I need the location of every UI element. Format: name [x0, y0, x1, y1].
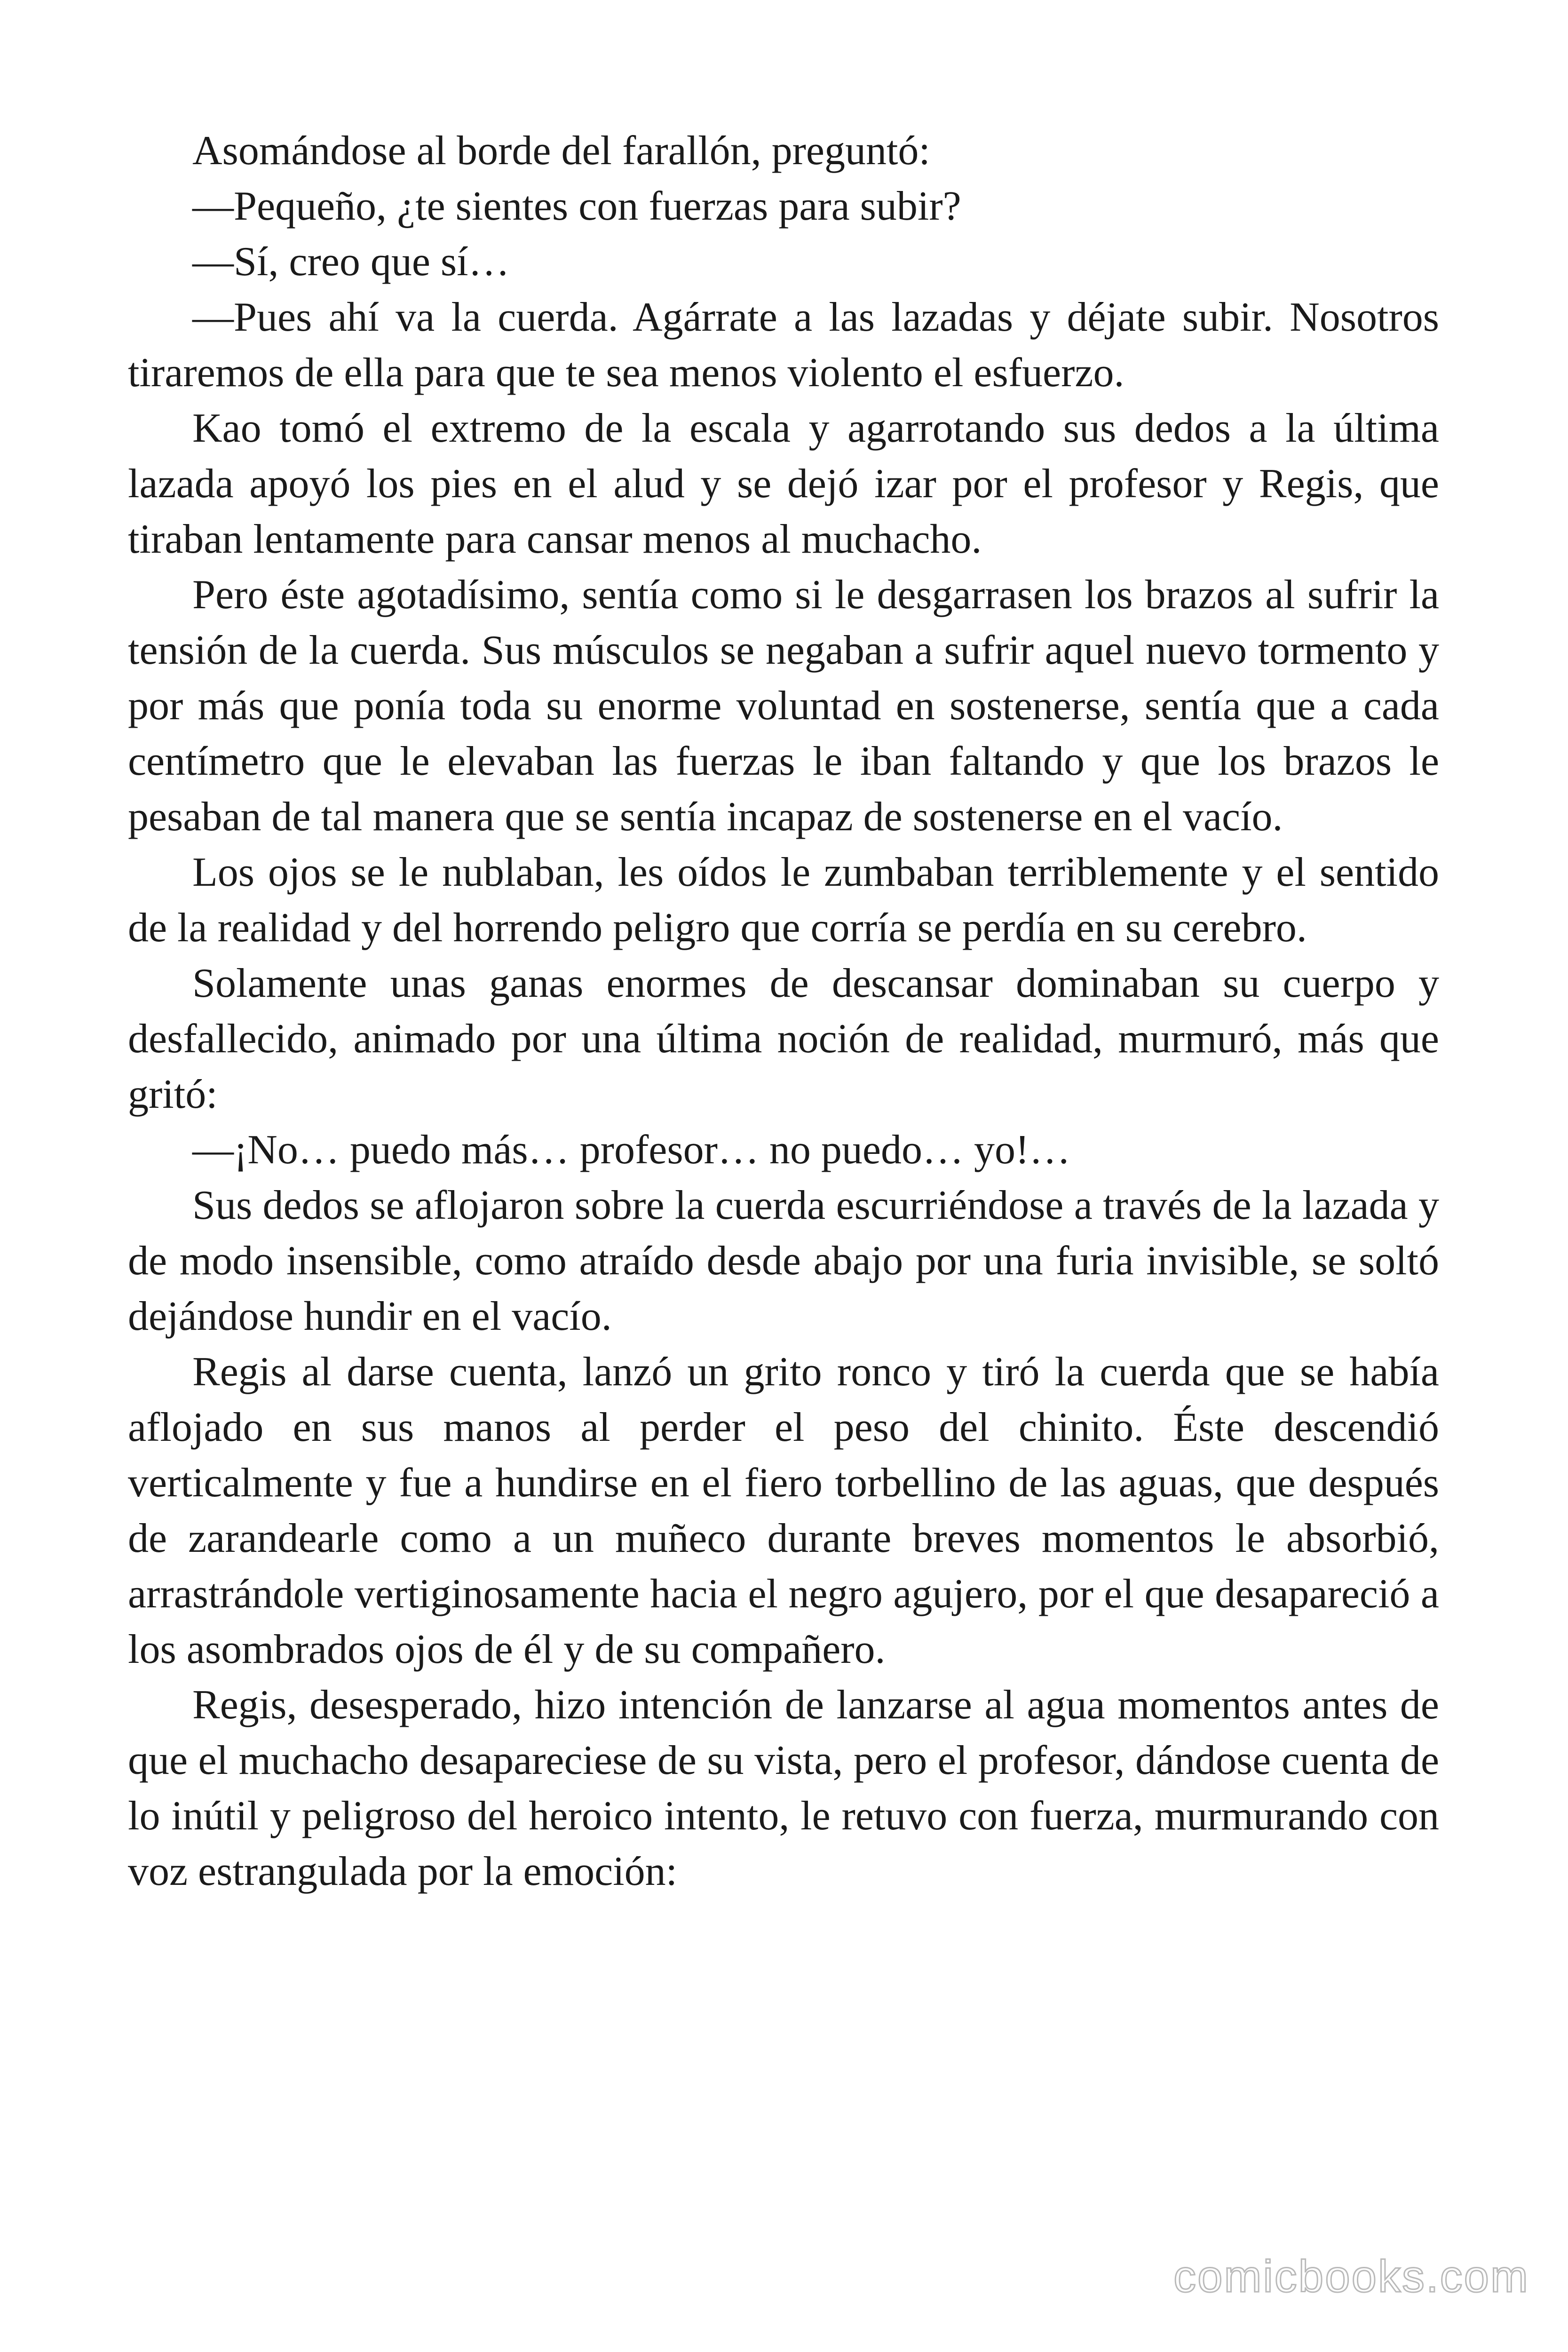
- paragraph: Los ojos se le nublaban, les oídos le zumbaban terriblemente y el sentido de la realidad y del horrendo peligro que corría se perdía en su cerebro.: [128, 850, 1439, 951]
- paragraph: Kao tomó el extremo de la escala y agarrotando sus dedos a la última lazada apoyó los pies en el alud y se dejó izar por el profesor y Regis, que tiraban lentamente para cansar menos al muchacho.: [128, 405, 1439, 562]
- paragraph: —Sí, creo que sí…: [192, 239, 510, 285]
- paragraph: Solamente unas ganas enormes de descansar dominaban su cuerpo y desfallecido, animado por una última noción de realidad, murmuró, más que gritó:: [128, 961, 1439, 1117]
- paragraph: —¡No… puedo más… profesor… no puedo… yo!…: [192, 1127, 1071, 1173]
- paragraph: Regis al darse cuenta, lanzó un grito ronco y tiró la cuerda que se había aflojado en sus manos al perder el peso del chinito. Éste descendió verticalmente y fue a hundirse en el fiero torbellino de las aguas, que después de zarandearle como a un muñeco durante breves momentos le absorbió, arrastrándole vertiginosamente hacia el negro agujero, por el que desapareció a los asombrados ojos de él y de su compañero.: [128, 1349, 1439, 1672]
- paragraph: —Pues ahí va la cuerda. Agárrate a las lazadas y déjate subir. Nosotros tiraremos de ella para que te sea menos violento el esfuerzo.: [128, 294, 1439, 396]
- paragraph: Asomándose al borde del farallón, preguntó:: [192, 128, 930, 174]
- paragraph: Regis, desesperado, hizo intención de lanzarse al agua momentos antes de que el muchacho desapareciese de su vista, pero el profesor, dándose cuenta de lo inútil y peligroso del heroico intento, le retuvo con fuerza, murmurando con voz estrangulada por la emoción:: [128, 1682, 1439, 1894]
- watermark: comicbooks.com: [1173, 2251, 1529, 2302]
- paragraph: Pero éste agotadísimo, sentía como si le desgarrasen los brazos al sufrir la tensión de la cuerda. Sus músculos se negaban a sufrir aquel nuevo tormento y por más que ponía toda su enorme voluntad en sostenerse, sentía que a cada centímetro que le elevaban las fuerzas le iban faltando y que los brazos le pesaban de tal manera que se sentía incapaz de sostenerse en el vacío.: [128, 572, 1439, 840]
- paragraph: Sus dedos se aflojaron sobre la cuerda escurriéndose a través de la lazada y de modo insensible, como atraído desde abajo por una furia invisible, se soltó dejándose hundir en el vacío.: [128, 1183, 1439, 1339]
- page-text: [128, 123, 1439, 1899]
- paragraph: —Pequeño, ¿te sientes con fuerzas para subir?: [192, 183, 961, 229]
